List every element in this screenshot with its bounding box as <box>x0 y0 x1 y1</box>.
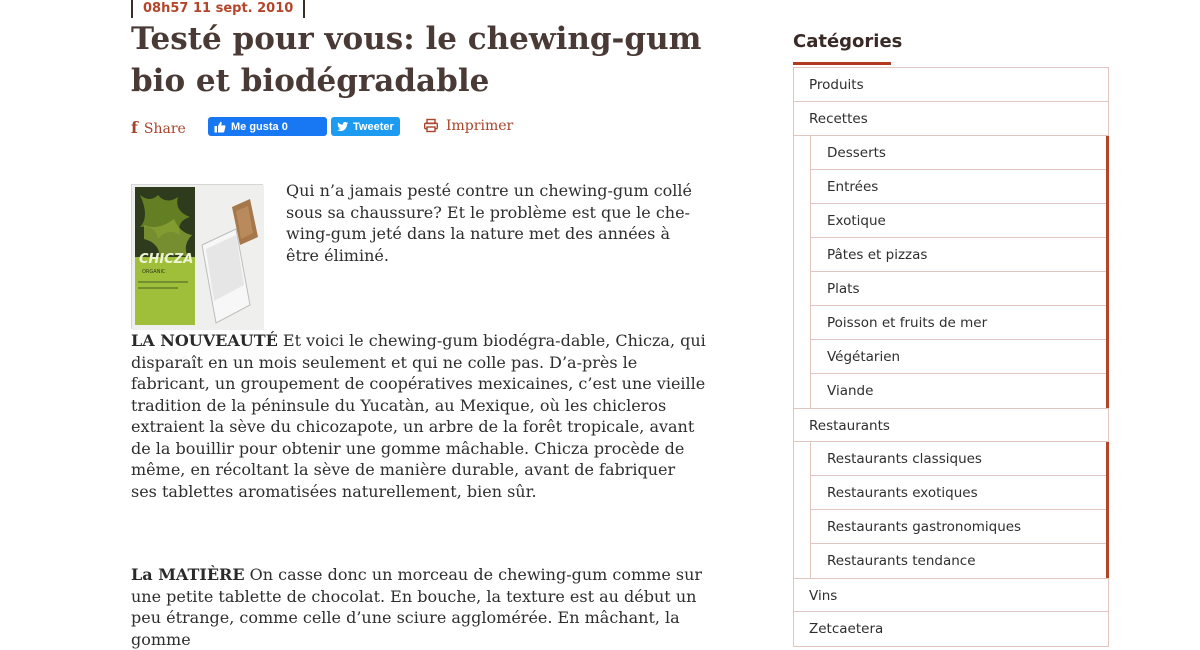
subcategory-pates-pizzas[interactable]: Pâtes et pizzas <box>810 238 1108 272</box>
categories-list <box>793 67 1109 647</box>
subcategory-restaurants-tendance[interactable]: Restaurants tendance <box>810 544 1108 578</box>
dateline: 08h57 11 sept. 2010 <box>131 0 305 18</box>
printer-icon <box>424 119 438 132</box>
categories-title: Catégories <box>793 31 903 52</box>
subcategory-entrees[interactable]: Entrées <box>810 170 1108 204</box>
subcategory-viande[interactable]: Viande <box>810 374 1108 408</box>
subcategory-restaurants-classiques[interactable]: Restaurants classiques <box>810 442 1108 476</box>
restaurants-subcategories <box>794 442 1108 578</box>
article-paragraph-matiere <box>131 564 706 650</box>
svg-text:CHICZA: CHICZA <box>139 252 194 267</box>
facebook-like-button[interactable] <box>208 117 327 136</box>
twitter-bird-icon <box>337 122 349 132</box>
paragraph-text: On casse donc un morceau de chewing-gum comme sur une petite tablette de chocolat. En bouche, la texture est au début un peu étrange, comme celle d’une sciure agglomérée. En mâchant, la gomme <box>131 565 703 649</box>
like-label: Me gusta 0 <box>231 120 288 133</box>
facebook-share-label: Share <box>143 121 186 137</box>
recettes-subcategories <box>794 136 1108 408</box>
subcategory-desserts[interactable]: Desserts <box>810 136 1108 170</box>
article-intro: Qui n’a jamais pesté contre un chewing-gum collé sous sa chaussure? Et le problème est que le che-wing-gum jeté dans la nature met des années à être éliminé. <box>286 181 692 265</box>
print-link[interactable] <box>424 118 513 134</box>
subcategory-exotique[interactable]: Exotique <box>810 204 1108 238</box>
category-zetcaetera[interactable]: Zetcaetera <box>809 621 884 637</box>
category-restaurants[interactable]: Restaurants <box>794 408 1108 442</box>
subcategory-poisson[interactable]: Poisson et fruits de mer <box>810 306 1108 340</box>
subcategory-restaurants-exotiques[interactable]: Restaurants exotiques <box>810 476 1108 510</box>
svg-text:ORGANIC: ORGANIC <box>142 269 166 275</box>
article-paragraph-nouveaute <box>131 330 706 502</box>
subcategory-vegetarien[interactable]: Végétarien <box>810 340 1108 374</box>
print-label: Imprimer <box>446 118 514 134</box>
paragraph-heading: LA NOUVEAUTÉ <box>131 331 278 350</box>
article-title: Testé pour vous: le chewing-gum bio et biodégradable <box>131 21 702 99</box>
paragraph-heading: La MATIÈRE <box>131 565 245 584</box>
thumbs-up-icon <box>214 121 226 133</box>
facebook-icon: f <box>131 118 138 137</box>
category-produits[interactable]: Produits <box>794 68 1108 102</box>
categories-title-underline <box>793 62 891 65</box>
subcategory-restaurants-gastronomiques[interactable]: Restaurants gastronomiques <box>810 510 1108 544</box>
tweet-button[interactable] <box>331 117 400 136</box>
tweet-label: Tweeter <box>353 120 394 133</box>
product-photo <box>131 184 263 329</box>
facebook-share-link[interactable] <box>131 118 186 137</box>
paragraph-text: Et voici le chewing-gum biodégra-dable, Chicza, qui disparaît en un mois seulement et qui ne colle pas. D’a-près le fabricant, un groupement de coopératives mexicaines, c’est une vieille tradition de la péninsule du Yucatàn, au Mexique, où les chicleros extraient la sève du chicozapote, un arbre de la forêt tropicale, avant de la bouillir pour obtenir une gomme mâchable. Chicza procède de même, en récoltant la sève de manière durable, avant de fabriquer ses tablettes aromatisées naturellement, bien sûr. <box>131 331 706 501</box>
category-vins[interactable]: Vins <box>794 578 1108 612</box>
category-recettes[interactable]: Recettes <box>794 102 1108 136</box>
subcategory-plats[interactable]: Plats <box>810 272 1108 306</box>
